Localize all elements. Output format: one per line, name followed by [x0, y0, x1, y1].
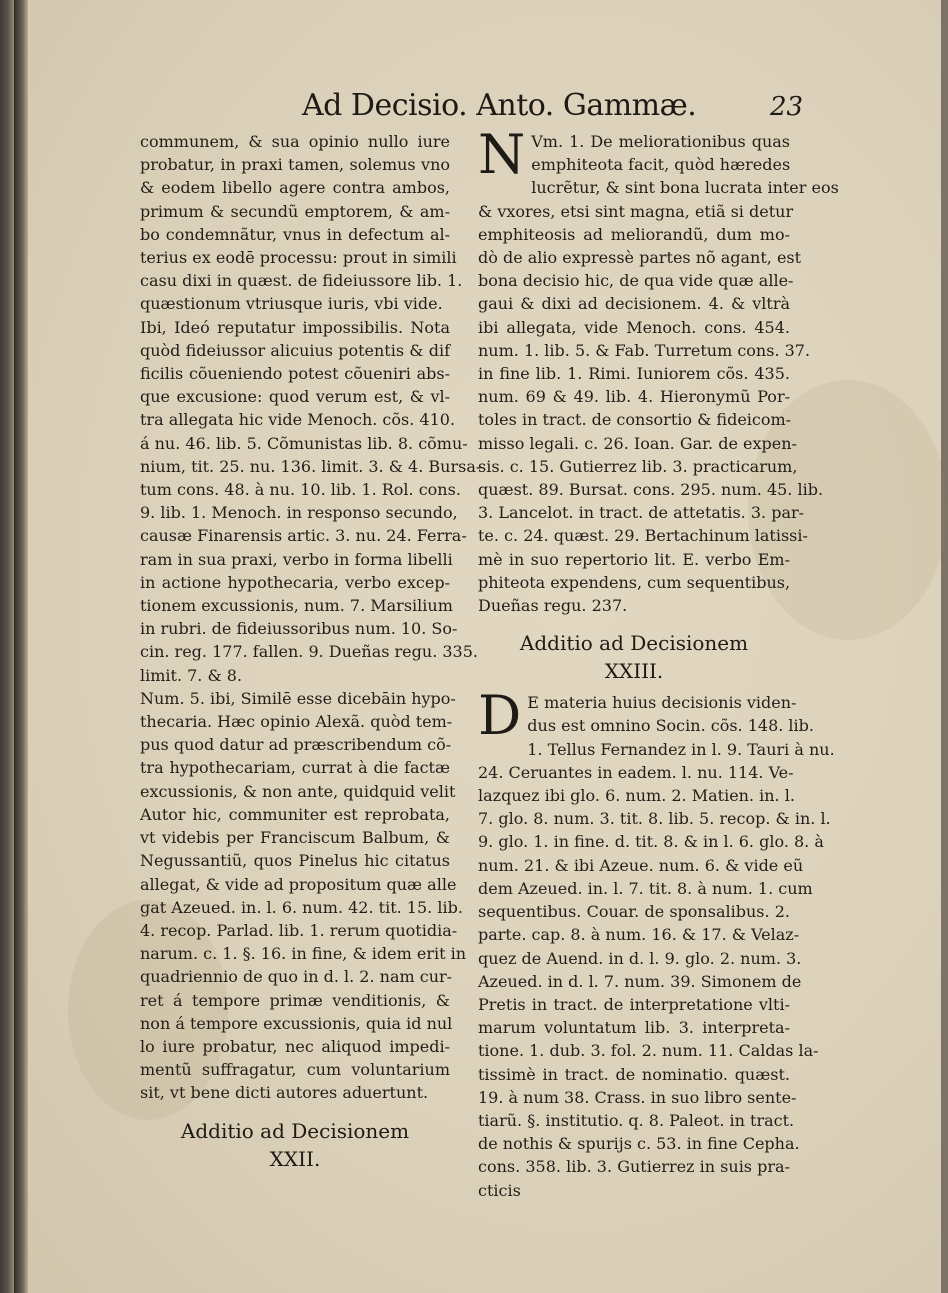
text-line: te. c. 24. quæst. 29. Bertachinum latissi-	[478, 526, 808, 546]
text-line: phiteota expendens, cum sequentibus,	[478, 572, 791, 592]
text-line: Azeued. in d. l. 7. num. 39. Simonem de	[478, 971, 802, 991]
text-line: Dueñas regu. 237.	[478, 596, 628, 616]
book-gutter	[14, 0, 28, 1293]
text-line: 1. Tellus Fernandez in l. 9. Tauri à nu.	[527, 739, 835, 759]
text-line: 19. à num 38. Crass. in suo libro sente-	[478, 1087, 797, 1107]
text-line: ficilis cõueniendo potest cõueniri abs-	[140, 364, 450, 384]
right-column-paragraph-1	[478, 123, 839, 617]
text-line: in rubri. de fideiussoribus num. 10. So-	[140, 619, 458, 639]
text-line: quez de Auend. in d. l. 9. glo. 2. num. 3.	[478, 948, 802, 968]
text-line: bo condemnãtur, vnus in defectum al-	[140, 224, 450, 244]
text-line: Negussantiũ, quos Pinelus hic citatus	[140, 851, 450, 871]
right-column-paragraph-2	[478, 684, 835, 1201]
text-line: tiarũ. §. institutio. q. 8. Paleot. in tract.	[478, 1110, 795, 1130]
text-line: quæst. 89. Bursat. cons. 295. num. 45. lib.	[478, 480, 824, 500]
section-heading-xxii-line2: XXII.	[269, 1146, 321, 1171]
text-line: de nothis & spurijs c. 53. in fine Cepha.	[478, 1134, 800, 1154]
text-line: in actione hypothecaria, verbo excep-	[140, 572, 450, 592]
text-line: pus quod datur ad præscribendum cõ-	[140, 735, 452, 755]
running-head	[0, 82, 941, 130]
drop-cap-n: N	[478, 123, 526, 186]
text-line: Ibi, Ideó reputatur impossibilis. Nota	[140, 317, 450, 337]
text-line: cons. 358. lib. 3. Gutierrez in suis pra-	[478, 1157, 790, 1177]
text-line: lucrẽtur, & sint bona lucrata inter eos	[531, 178, 839, 198]
text-line: parte. cap. 8. à num. 16. & 17. & Velaz-	[478, 925, 800, 945]
text-line: marum voluntatum lib. 3. interpreta-	[478, 1018, 790, 1038]
text-line: tissimè in tract. de nominatio. quæst.	[478, 1064, 790, 1084]
text-line: sit, vt bene dicti autores aduertunt.	[140, 1083, 429, 1103]
text-line: narum. c. 1. §. 16. in fine, & idem erit in	[140, 944, 467, 964]
text-line: mè in suo repertorio lit. E. verbo Em-	[478, 549, 790, 569]
text-line: in fine lib. 1. Rimi. Iuniorem cõs. 435.	[478, 364, 790, 384]
text-line: excussionis, & non ante, quidquid velit	[140, 781, 456, 801]
text-line: emphiteota facit, quòd hæredes	[531, 155, 791, 175]
text-line: E materia huius decisionis viden-	[527, 693, 797, 713]
running-head-title: Ad Decisio. Anto. Gammæ.	[302, 88, 697, 123]
text-line: 3. Lancelot. in tract. de attetatis. 3. par-	[478, 503, 805, 523]
text-line: dus est omnino Socin. cõs. 148. lib.	[527, 716, 814, 736]
text-line: cin. reg. 177. fallen. 9. Dueñas regu. 335.	[140, 642, 478, 662]
text-line: allegat, & vide ad propositum quæ alle	[140, 874, 457, 894]
text-line: ibi allegata, vide Menoch. cons. 454.	[478, 317, 790, 337]
page-number: 23	[770, 92, 804, 122]
text-line: quadriennio de quo in d. l. 2. nam cur-	[140, 967, 453, 987]
text-line: lazquez ibi glo. 6. num. 2. Matien. in. l.	[478, 786, 795, 806]
right-column-text-a	[478, 123, 839, 617]
text-line: communem, & sua opinio nullo iure	[140, 132, 450, 151]
text-line: tum cons. 48. à nu. 10. lib. 1. Rol. cons.	[140, 480, 461, 500]
text-line: num. 21. & ibi Azeue. num. 6. & vide eũ	[478, 855, 804, 875]
text-line: cticis	[478, 1180, 521, 1200]
text-line: terius ex eodē processu: prout in simili	[140, 248, 457, 268]
text-line: vt videbis per Franciscum Balbum, &	[140, 828, 450, 848]
text-line: dem Azeued. in. l. 7. tit. 8. à num. 1. cum	[478, 878, 813, 898]
text-line: num. 69 & 49. lib. 4. Hieronymũ Por-	[478, 387, 790, 407]
text-line: limit. 7. & 8.	[140, 665, 243, 685]
text-line: emphiteosis ad meliorandũ, dum mo-	[478, 224, 790, 244]
section-heading-xxiii-line1: Additio ad Decisionem	[519, 631, 749, 656]
text-line: quòd fideiussor alicuius potentis & dif	[140, 340, 450, 360]
text-line: 9. lib. 1. Menoch. in responso secundo,	[140, 503, 458, 523]
text-line: sequentibus. Couar. de sponsalibus. 2.	[478, 902, 790, 922]
text-line: bona decisio hic, de qua vide quæ alle-	[478, 271, 794, 291]
text-line: 24. Ceruantes in eadem. l. nu. 114. Ve-	[478, 762, 794, 782]
text-line: 7. glo. 8. num. 3. tit. 8. lib. 5. recop. & in. l.	[478, 809, 831, 829]
text-line: tionem excussionis, num. 7. Marsilium	[140, 596, 453, 616]
text-line: nium, tit. 25. nu. 136. limit. 3. & 4. Bursa-	[140, 456, 482, 476]
text-line: gat Azeued. in. l. 6. num. 42. tit. 15. lib.	[140, 897, 463, 917]
text-line: num. 1. lib. 5. & Fab. Turretum cons. 37.	[478, 340, 811, 360]
drop-cap-d: D	[478, 684, 522, 748]
text-line: Vm. 1. De meliorationibus quas	[531, 132, 790, 151]
text-line: & vxores, etsi sint magna, etiã si detur	[478, 201, 794, 221]
text-line: Autor hic, communiter est reprobata,	[140, 804, 450, 824]
section-heading-xxii-line1: Additio ad Decisionem	[180, 1118, 410, 1143]
text-line: 4. recop. Parlad. lib. 1. rerum quotidia-	[140, 920, 458, 940]
text-line: ram in sua praxi, verbo in forma libelli	[140, 549, 453, 569]
text-line: toles in tract. de consortio & fideicom-	[478, 410, 792, 430]
text-line: causæ Finarensis artic. 3. nu. 24. Ferra-	[140, 526, 467, 546]
text-line: tra hypothecariam, currat à die factæ	[140, 758, 450, 778]
text-line: primum & secundũ emptorem, & am-	[140, 201, 450, 221]
right-column	[478, 123, 839, 1202]
text-line: Num. 5. ibi, Similē esse dicebāin hypo-	[140, 688, 456, 708]
text-line: tra allegata hic vide Menoch. cõs. 410.	[140, 410, 456, 430]
text-line: gaui & dixi ad decisionem. 4. & vltrà	[478, 294, 790, 314]
text-line: non á tempore excussionis, quia id nul	[140, 1013, 453, 1033]
text-line: quæstionum vtriusque iuris, vbi vide.	[140, 294, 443, 314]
text-line: thecaria. Hæc opinio Alexã. quòd tem-	[140, 712, 453, 732]
right-column-text-b	[478, 684, 835, 1201]
text-line: & eodem libello agere contra ambos,	[140, 178, 450, 198]
text-line: Pretis in tract. de interpretatione vlti-	[478, 994, 790, 1014]
text-line: casu dixi in quæst. de fideiussore lib. 1.	[140, 271, 463, 291]
text-line: misso legali. c. 26. Ioan. Gar. de expen-	[478, 433, 797, 453]
text-line: dò de alio expressè partes nõ agant, est	[478, 248, 802, 268]
section-heading-xxiii-line2: XXIII.	[604, 659, 664, 684]
text-line: ret á tempore primæ venditionis, &	[140, 990, 450, 1010]
left-column-text	[140, 130, 482, 1105]
text-line: que excusione: quod verum est, & vl-	[140, 387, 450, 407]
text-line: á nu. 46. lib. 5. Cõmunistas lib. 8. cõmu-	[140, 433, 468, 453]
text-line: lo iure probatur, nec aliquod impedi-	[140, 1036, 450, 1056]
text-line: tione. 1. dub. 3. fol. 2. num. 11. Caldas la-	[478, 1041, 819, 1061]
text-line: 9. glo. 1. in fine. d. tit. 8. & in l. 6. glo. 8. à	[478, 832, 824, 852]
left-column	[140, 130, 482, 1173]
text-line: probatur, in praxi tamen, solemus vno	[140, 155, 450, 175]
text-line: sis. c. 15. Gutierrez lib. 3. practicarum,	[478, 456, 798, 476]
text-line: mentũ suffragatur, cum voluntarium	[140, 1060, 450, 1080]
